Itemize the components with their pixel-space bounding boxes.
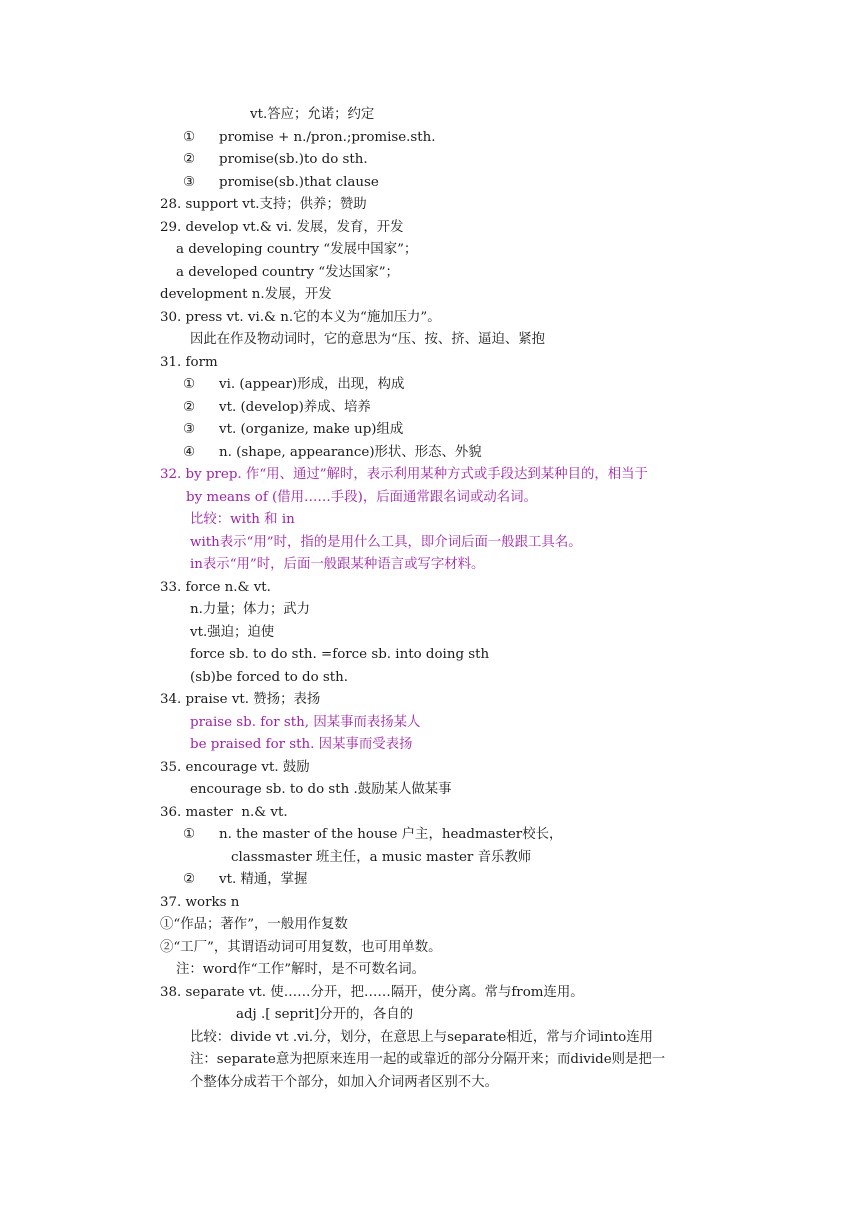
line-text: 32. by prep. 作“用、通过”解时，表示利用某种方式或手段达到某种目的，相当于 bbox=[160, 467, 648, 482]
line-text: 比较：with 和 in bbox=[190, 512, 295, 527]
text-line bbox=[0, 487, 860, 510]
text-line bbox=[0, 554, 860, 577]
list-marker: ① bbox=[183, 129, 196, 145]
text-line bbox=[0, 734, 860, 757]
line-text: 38. separate vt. 使……分开，把……隔开，使分离。常与from连用。 bbox=[160, 984, 584, 1000]
line-text: development n.发展，开发 bbox=[160, 287, 332, 302]
line-text: by means of (借用……手段)，后面通常跟名词或动名词。 bbox=[186, 489, 537, 505]
text-line bbox=[0, 779, 860, 802]
text-line bbox=[0, 419, 860, 442]
text-line bbox=[0, 284, 860, 307]
line-text: 33. force n.& vt. bbox=[160, 579, 271, 595]
line-text: n. (shape, appearance)形状、形态、外貌 bbox=[219, 444, 482, 460]
text-line bbox=[0, 329, 860, 352]
line-text: with表示“用”时，指的是用什么工具，即介词后面一般跟工具名。 bbox=[190, 534, 582, 550]
list-marker: ③ bbox=[183, 174, 196, 190]
text-line bbox=[0, 352, 860, 375]
text-line bbox=[0, 262, 860, 285]
line-text: 30. press vt. vi.& n.它的本义为“施加压力”。 bbox=[160, 309, 441, 325]
line-text: 28. support vt.支持；供养；赞助 bbox=[160, 197, 367, 212]
list-marker: ② bbox=[183, 872, 196, 887]
text-line bbox=[0, 464, 860, 487]
line-text: 35. encourage vt. 鼓励 bbox=[160, 759, 310, 775]
list-marker: ② bbox=[183, 399, 196, 415]
line-text: n.力量；体力；武力 bbox=[190, 602, 311, 617]
list-marker: ① bbox=[183, 377, 196, 392]
line-text: ②“工厂”，其谓语动词可用复数，也可用单数。 bbox=[160, 939, 442, 955]
text-line bbox=[0, 802, 860, 825]
line-text: force sb. to do sth. =force sb. into doing sth bbox=[190, 647, 490, 662]
text-line bbox=[0, 509, 860, 532]
line-text: 36. master n.& vt. bbox=[160, 804, 288, 820]
line-text: 个整体分成若干个部分，如加入介词两者区别不大。 bbox=[190, 1074, 498, 1090]
line-text: a developed country “发达国家”； bbox=[176, 264, 399, 280]
line-text: n. the master of the house 户主，headmaster校长， bbox=[219, 827, 563, 842]
line-text: 注：separate意为把原来连用一起的或靠近的部分分隔开来；而divide则是把一 bbox=[190, 1052, 666, 1067]
text-line bbox=[0, 982, 860, 1005]
text-line bbox=[0, 194, 860, 217]
line-text: vt.答应；允诺；约定 bbox=[250, 107, 375, 122]
line-text: 注：word作“工作”解时，是不可数名词。 bbox=[176, 962, 426, 977]
text-line bbox=[0, 1072, 860, 1095]
text-line bbox=[0, 644, 860, 667]
text-line bbox=[0, 622, 860, 645]
line-text: promise(sb.)to do sth. bbox=[219, 152, 368, 167]
line-text: 比较：divide vt .vi.分，划分，在意思上与separate相近，常与介词into连用 bbox=[190, 1029, 654, 1045]
text-line bbox=[0, 689, 860, 712]
list-marker: ③ bbox=[183, 422, 196, 437]
text-line bbox=[0, 239, 860, 262]
line-text: be praised for sth. 因某事而受表扬 bbox=[190, 737, 413, 752]
text-line bbox=[0, 667, 860, 690]
line-text: vt. (organize, make up)组成 bbox=[219, 422, 404, 437]
text-line bbox=[0, 1049, 860, 1072]
line-text: 29. develop vt.& vi. 发展，发育，开发 bbox=[160, 219, 404, 235]
text-line bbox=[0, 307, 860, 330]
text-line bbox=[0, 757, 860, 780]
line-text: in表示“用”时，后面一般跟某种语言或写字材料。 bbox=[190, 557, 485, 572]
text-line bbox=[0, 712, 860, 735]
text-line bbox=[0, 914, 860, 937]
line-text: adj .[ seprit]分开的，各自的 bbox=[236, 1007, 414, 1022]
list-marker: ② bbox=[183, 152, 196, 167]
text-line bbox=[0, 217, 860, 240]
text-line bbox=[0, 532, 860, 555]
text-line bbox=[0, 1004, 860, 1027]
text-line bbox=[0, 127, 860, 150]
document-body bbox=[0, 104, 860, 1094]
text-line bbox=[0, 104, 860, 127]
list-marker: ④ bbox=[183, 444, 196, 460]
line-text: classmaster 班主任，a music master 音乐教师 bbox=[231, 849, 532, 865]
line-text: vi. (appear)形成，出现，构成 bbox=[219, 377, 405, 392]
line-text: promise(sb.)that clause bbox=[219, 174, 379, 190]
text-line bbox=[0, 824, 860, 847]
line-text: 因此在作及物动词时，它的意思为“压、按、挤、逼迫、紧抱 bbox=[190, 332, 545, 347]
text-line bbox=[0, 149, 860, 172]
line-text: 37. works n bbox=[160, 894, 240, 910]
text-line bbox=[0, 599, 860, 622]
text-line bbox=[0, 869, 860, 892]
text-line bbox=[0, 442, 860, 465]
text-line bbox=[0, 892, 860, 915]
line-text: praise sb. for sth, 因某事而表扬某人 bbox=[190, 714, 421, 730]
list-marker: ① bbox=[183, 827, 196, 842]
line-text: vt. 精通，掌握 bbox=[219, 872, 308, 887]
line-text: vt.强迫；迫使 bbox=[190, 624, 275, 640]
text-line bbox=[0, 577, 860, 600]
text-line bbox=[0, 937, 860, 960]
text-line bbox=[0, 959, 860, 982]
line-text: 34. praise vt. 赞扬；表扬 bbox=[160, 692, 321, 707]
line-text: (sb)be forced to do sth. bbox=[190, 669, 349, 685]
text-line bbox=[0, 1027, 860, 1050]
line-text: promise + n./pron.;promise.sth. bbox=[219, 129, 436, 145]
line-text: 31. form bbox=[160, 354, 218, 370]
text-line bbox=[0, 172, 860, 195]
line-text: a developing country “发展中国家”； bbox=[176, 242, 418, 257]
text-line bbox=[0, 847, 860, 870]
line-text: vt. (develop)养成、培养 bbox=[219, 399, 371, 415]
line-text: ①“作品；著作”，一般用作复数 bbox=[160, 917, 348, 932]
line-text: encourage sb. to do sth .鼓励某人做某事 bbox=[190, 782, 452, 797]
text-line bbox=[0, 397, 860, 420]
text-line bbox=[0, 374, 860, 397]
